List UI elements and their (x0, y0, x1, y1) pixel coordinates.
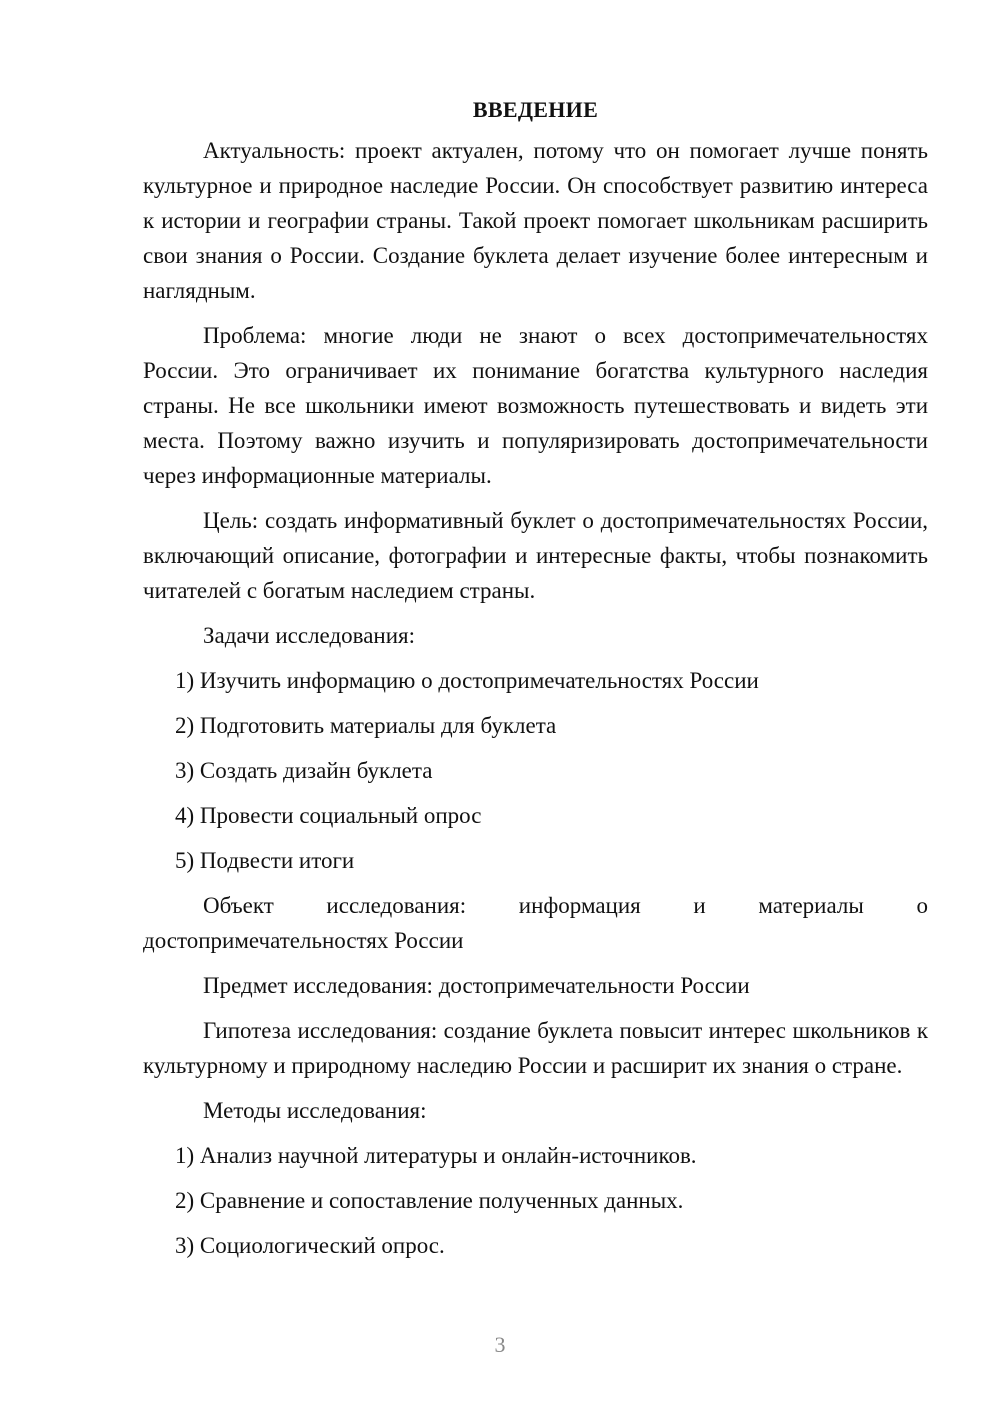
document-body (143, 92, 928, 1273)
list-item: 4) Провести социальный опрос (175, 803, 482, 828)
list-item: 5) Подвести итоги (175, 848, 355, 873)
tasks-heading: Задачи исследования: (203, 623, 416, 648)
paragraph-goal: Цель: создать информативный буклет о достопримечательностях России, включающий описание, фотографии и интересные факты, чтобы познакомить читателей с богатым наследием страны. (143, 508, 928, 603)
page-number: 3 (494, 1332, 506, 1357)
list-item: 2) Сравнение и сопоставление полученных данных. (175, 1188, 684, 1213)
paragraph-subject: Предмет исследования: достопримечательности России (203, 973, 750, 998)
paragraph-relevance: Актуальность: проект актуален, потому что он помогает лучше понять культурное и природное наследие России. Он способствует развитию интереса к истории и географии страны. Такой проект помогает школьникам расширить свои знания о России. Создание буклета делает изучение более интересным и наглядным. (143, 138, 928, 303)
paragraph-problem: Проблема: многие люди не знают о всех достопримечательностях России. Это ограничивает их понимание богатства культурного наследия страны. Не все школьники имеют возможность путешествовать и видеть эти места. Поэтому важно изучить и популяризировать достопримечательности через информационные материалы. (143, 323, 928, 488)
methods-heading: Методы исследования: (203, 1098, 427, 1123)
list-item: 2) Подготовить материалы для буклета (175, 713, 557, 738)
list-item: 1) Анализ научной литературы и онлайн-источников. (175, 1143, 697, 1168)
methods-list (143, 1138, 928, 1263)
list-item: 3) Создать дизайн буклета (175, 758, 433, 783)
list-item: 1) Изучить информацию о достопримечательностях России (175, 668, 759, 693)
paragraph-object: Объект исследования: информация и материалы о достопримечательностях России (143, 893, 928, 953)
paragraph-hypothesis: Гипотеза исследования: создание буклета повысит интерес школьников к культурному и природному наследию России и расширит их знания о стране. (143, 1018, 928, 1078)
page-title: ВВЕДЕНИЕ (472, 97, 599, 122)
tasks-list (143, 663, 928, 878)
list-item: 3) Социологический опрос. (175, 1233, 445, 1258)
